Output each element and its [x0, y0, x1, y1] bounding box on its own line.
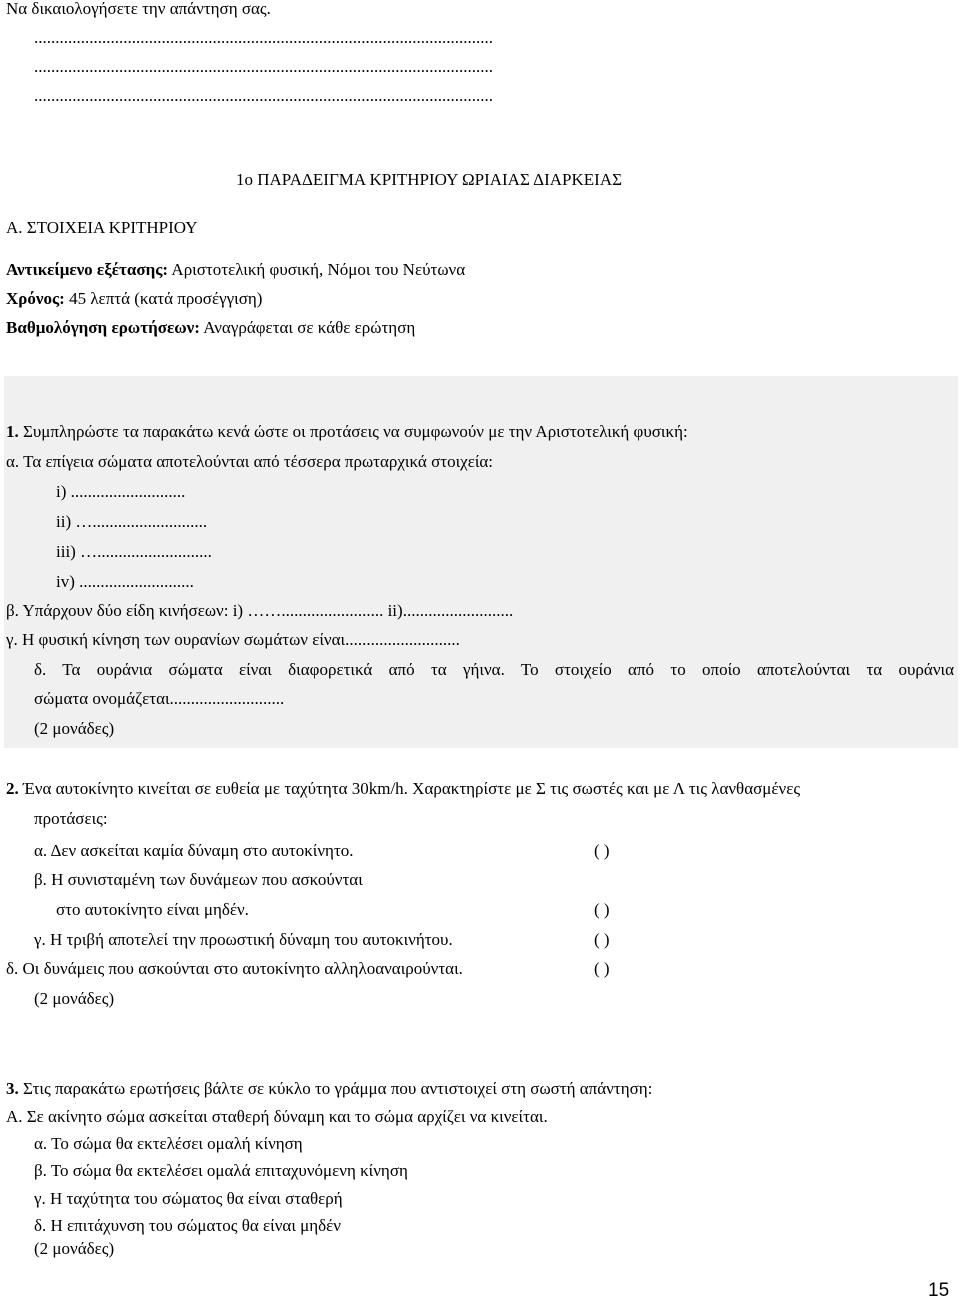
subject-label: Αντικείμενο εξέτασης:	[6, 260, 169, 279]
exam-grading	[6, 317, 415, 339]
q3-option-b[interactable]: β. Το σώμα θα εκτελέσει ομαλά επιταχυνόμενη κίνηση	[34, 1161, 408, 1180]
q2-statement-d: δ. Οι δυνάμεις που ασκούνται στο αυτοκίνητο αλληλοαναιρούνται.	[6, 959, 463, 978]
q2-answer-blank-b[interactable]: ( )	[594, 900, 610, 919]
time-label: Χρόνος:	[6, 289, 65, 308]
question-1-text	[6, 421, 688, 443]
q1-blank-iv: iv) ...........................	[56, 572, 194, 591]
q2-points: (2 μονάδες)	[34, 989, 115, 1008]
q2-answer-blank-d[interactable]: ( )	[594, 959, 610, 978]
q2-statement-c: γ. Η τριβή αποτελεί την προωστική δύναμη του αυτοκινήτου.	[34, 930, 453, 949]
q3-points: (2 μονάδες)	[34, 1239, 115, 1258]
q1-item-a: α. Τα επίγεια σώματα αποτελούνται από τέσσερα πρωταρχικά στοιχεία:	[6, 452, 494, 471]
q2-statement-a: α. Δεν ασκείται καμία δύναμη στο αυτοκίνητο.	[34, 841, 354, 860]
question-prompt: Ένα αυτοκίνητο κινείται σε ευθεία με ταχύτητα 30km/h. Χαρακτηρίστε με Σ τις σωστές και με Λ τις λανθασμένες	[18, 779, 801, 798]
q1-points: (2 μονάδες)	[34, 719, 115, 738]
page-title: 1ο ΠΑΡΑΔΕΙΓΜΑ ΚΡΙΤΗΡΙΟΥ ΩΡΙΑΙΑΣ ΔΙΑΡΚΕΙΑΣ	[236, 170, 622, 189]
exam-time	[6, 288, 262, 310]
q1-item-b: β. Υπάρχουν δύο είδη κινήσεων: i) ……........................ ii)..........................	[6, 601, 514, 620]
q2-statement-b: β. Η συνισταμένη των δυνάμεων που ασκούνται	[34, 870, 363, 889]
question-number: 3.	[6, 1079, 19, 1098]
page-number: 15	[928, 1280, 950, 1301]
question-3-text	[6, 1078, 652, 1100]
q1-item-c: γ. Η φυσική κίνηση των ουρανίων σωμάτων είναι...........................	[6, 630, 460, 649]
grading-value: Αναγράφεται σε κάθε ερώτηση	[199, 318, 416, 337]
question-2-text-cont: προτάσεις:	[34, 809, 108, 828]
time-value: 45 λεπτά (κατά προσέγγιση)	[64, 289, 263, 308]
q1-blank-i: i) ...........................	[56, 482, 186, 501]
answer-dots-line: ............................................................................................................	[34, 28, 493, 47]
q2-answer-blank-a[interactable]: ( )	[594, 841, 610, 860]
question-prompt: Στις παρακάτω ερωτήσεις βάλτε σε κύκλο το γράμμα που αντιστοιχεί στη σωστή απάντηση:	[18, 1079, 653, 1098]
section-a-title: Α. ΣΤΟΙΧΕΙΑ ΚΡΙΤΗΡΙΟΥ	[6, 218, 198, 237]
q1-item-d-cont: σώματα ονομάζεται...........................	[34, 689, 285, 708]
answer-dots-line: ............................................................................................................	[34, 57, 493, 76]
q3-option-a[interactable]: α. Το σώμα θα εκτελέσει ομαλή κίνηση	[34, 1134, 303, 1153]
justify-prompt: Να δικαιολογήσετε την απάντηση σας.	[6, 0, 271, 18]
subject-value: Αριστοτελική φυσική, Νόμοι του Νεύτωνα	[168, 260, 466, 279]
question-prompt: Συμπληρώστε τα παρακάτω κενά ώστε οι προτάσεις να συμφωνούν με την Αριστοτελική φυσική:	[18, 422, 688, 441]
q1-blank-ii: ii) …...........................	[56, 512, 208, 531]
question-number: 2.	[6, 779, 19, 798]
q1-blank-iii: iii) …...........................	[56, 542, 212, 561]
grading-label: Βαθμολόγηση ερωτήσεων:	[6, 318, 200, 337]
q3-sub-question-a: Α. Σε ακίνητο σώμα ασκείται σταθερή δύναμη και το σώμα αρχίζει να κινείται.	[6, 1107, 548, 1126]
q3-option-d[interactable]: δ. Η επιτάχυνση του σώματος θα είναι μηδέν	[34, 1216, 341, 1235]
q1-item-d: δ. Τα ουράνια σώματα είναι διαφορετικά από τα γήινα. Το στοιχείο από το οποίο αποτελούνται τα ουράνια	[34, 660, 954, 679]
q2-statement-b-cont: στο αυτοκίνητο είναι μηδέν.	[56, 900, 249, 919]
q3-option-c[interactable]: γ. Η ταχύτητα του σώματος θα είναι σταθερή	[34, 1189, 343, 1208]
question-number: 1.	[6, 422, 19, 441]
question-2-text	[6, 778, 800, 800]
q2-answer-blank-c[interactable]: ( )	[594, 930, 610, 949]
exam-subject	[6, 259, 465, 281]
answer-dots-line: ............................................................................................................	[34, 86, 493, 105]
